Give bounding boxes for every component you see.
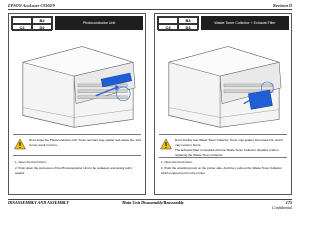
caution-line: The Exhaust Filter is supplied with the Waste Toner Collector. Replace it when [175, 148, 279, 152]
step-text: which popped up from the printer. [161, 171, 206, 175]
caution-box [13, 134, 141, 156]
confidential-label: Confidential [272, 205, 292, 210]
caution-line: It may result in burns. [29, 143, 58, 147]
footer-section: DISASSEMBLY AND ASSEMBLY [8, 200, 69, 205]
photoconductor-panel [8, 13, 146, 195]
caution-line: Don't leave the Photoconductor Unit. Toner remnant may spatter and cause fire. And [29, 138, 141, 142]
page-header-right: Revision D [273, 3, 292, 8]
code-cell: D3 [178, 24, 198, 31]
procedure-steps [161, 160, 287, 177]
step-text: 2. Push down the protrusion of the Photoconductor Unit to be replaced, and slowly pull it [15, 165, 133, 170]
caution-line: Don't forcibly tear Waste Toner Collector. Toner may spatter and cause fire. And It [175, 138, 283, 142]
code-cell: C2 [12, 24, 32, 31]
caution-line: may result in burns. [175, 143, 202, 147]
caution-text [175, 135, 283, 158]
step-text: toward. [15, 171, 25, 175]
printer-illustration [13, 32, 141, 130]
caution-line: replacing the Waste Toner Collector. [175, 153, 224, 157]
printer-illustration [159, 32, 287, 130]
page-number: 175 [285, 200, 292, 205]
section-title: Photoconductor Unit [55, 16, 143, 30]
footer-subsection: Main Unit Disassembly/Reassembly [122, 200, 184, 205]
code-cell-blank [158, 17, 178, 24]
printer-drawing [13, 32, 141, 130]
caution-box [159, 134, 287, 158]
caution-text [29, 135, 141, 148]
header-rule [8, 9, 292, 10]
waste-toner-collector [248, 90, 272, 109]
code-cell: B3 [178, 17, 198, 24]
step-text: 1. Open the Front Door. [15, 160, 47, 164]
caution-icon [160, 138, 172, 150]
caution-icon [14, 138, 26, 150]
waste-toner-panel [154, 13, 292, 195]
section-title: Waste Toner Collector + Exhaust Filter [201, 16, 289, 30]
procedure-steps [15, 160, 141, 177]
step-text: 2. Push the unlocking knob on the printer side. And then, pull out the Waste Toner Collector [161, 165, 282, 170]
page-header-left: EPSON AcuLaser C9100/9 [8, 3, 55, 8]
code-cell: B2 [32, 17, 52, 24]
step-text: 1. Open the Front Door. [161, 160, 193, 164]
code-cell-blank [12, 17, 32, 24]
location-code-table [157, 16, 199, 30]
location-code-table [11, 16, 53, 30]
printer-drawing [159, 32, 287, 130]
code-cell: C3 [158, 24, 178, 31]
code-cell: D2 [32, 24, 52, 31]
